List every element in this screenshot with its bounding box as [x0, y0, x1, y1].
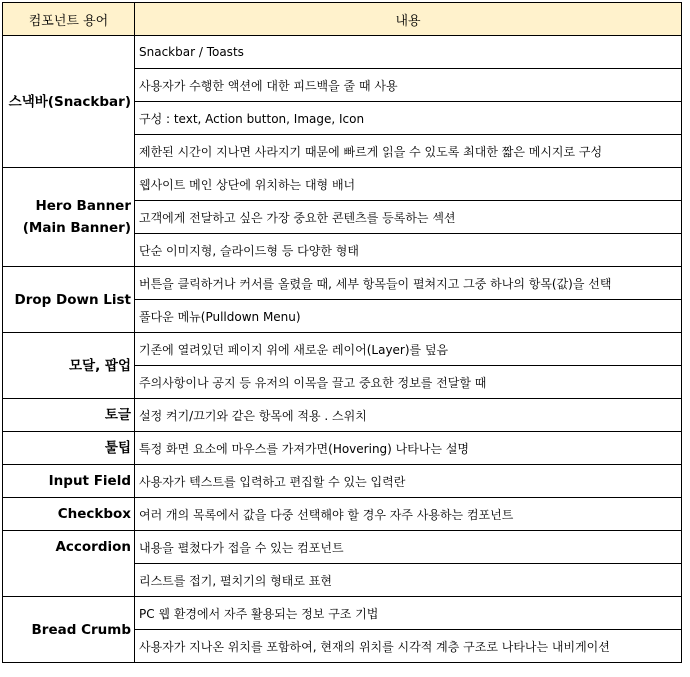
term-label: 토글: [104, 407, 131, 423]
term-label: Accordion: [55, 539, 131, 555]
term-cell: [3, 597, 135, 663]
term-cell: [3, 498, 135, 531]
description-cell: 여러 개의 목록에서 값을 다중 선택해야 할 경우 자주 사용하는 컴포넌트: [135, 498, 682, 531]
table-row: [3, 465, 682, 498]
header-content: 내용: [135, 3, 682, 36]
table-row: [3, 399, 682, 432]
description-cell: 구성 : text, Action button, Image, Icon: [135, 102, 682, 135]
description-cell: Snackbar / Toasts: [135, 36, 682, 69]
description-cell: 사용자가 지나온 위치를 포함하여, 현재의 위치를 시각적 계층 구조로 나타나는 내비게이션: [135, 630, 682, 663]
header-term: 컴포넌트 용어: [3, 3, 135, 36]
table-row: [3, 267, 682, 300]
term-label: Bread Crumb: [31, 621, 131, 638]
description-cell: 제한된 시간이 지나면 사라지기 때문에 빠르게 읽을 수 있도록 최대한 짧은 메시지로 구성: [135, 135, 682, 168]
description-cell: 단순 이미지형, 슬라이드형 등 다양한 형태: [135, 234, 682, 267]
table-body: [3, 36, 682, 663]
term-label: 툴팁: [104, 440, 131, 456]
term-label: (Main Banner): [22, 220, 131, 236]
term-label: Hero Banner: [35, 198, 131, 214]
term-cell: [3, 465, 135, 498]
table-row: [3, 432, 682, 465]
term-label: Drop Down List: [14, 291, 131, 308]
term-cell: [3, 531, 135, 597]
description-cell: 기존에 열려있던 페이지 위에 새로운 레이어(Layer)를 덮음: [135, 333, 682, 366]
description-cell: 주의사항이나 공지 등 유저의 이목을 끌고 중요한 정보를 전달할 때: [135, 366, 682, 399]
term-cell: [3, 36, 135, 168]
description-cell: 웹사이트 메인 상단에 위치하는 대형 배너: [135, 168, 682, 201]
table-row: [3, 333, 682, 366]
term-label: Checkbox: [57, 506, 131, 522]
description-cell: 사용자가 텍스트를 입력하고 편집할 수 있는 입력란: [135, 465, 682, 498]
table-row: [3, 531, 682, 564]
description-cell: 고객에게 전달하고 싶은 가장 중요한 콘텐츠를 등록하는 섹션: [135, 201, 682, 234]
header-row: [3, 3, 682, 36]
table-row: [3, 36, 682, 69]
term-label: 모달, 팝업: [69, 357, 131, 374]
description-cell: 내용을 펼쳤다가 접을 수 있는 컴포넌트: [135, 531, 682, 564]
description-cell: 특정 화면 요소에 마우스를 가져가면(Hovering) 나타나는 설명: [135, 432, 682, 465]
term-label: Input Field: [48, 473, 131, 489]
table-row: [3, 168, 682, 201]
description-cell: 리스트를 접기, 펼치기의 형태로 표현: [135, 564, 682, 597]
table-row: [3, 498, 682, 531]
description-cell: 버튼을 클릭하거나 커서를 올렸을 때, 세부 항목들이 펼쳐지고 그중 하나의 항목(값)을 선택: [135, 267, 682, 300]
term-cell: [3, 267, 135, 333]
description-cell: 풀다운 메뉴(Pulldown Menu): [135, 300, 682, 333]
term-cell: [3, 399, 135, 432]
term-label: 스낵바(Snackbar): [8, 93, 131, 110]
term-cell: [3, 168, 135, 267]
description-cell: PC 웹 환경에서 자주 활용되는 정보 구조 기법: [135, 597, 682, 630]
term-cell: [3, 333, 135, 399]
term-cell: [3, 432, 135, 465]
table-row: [3, 597, 682, 630]
component-terms-table: [2, 2, 682, 663]
description-cell: 사용자가 수행한 액션에 대한 피드백을 줄 때 사용: [135, 69, 682, 102]
description-cell: 설정 켜기/끄기와 같은 항목에 적용 . 스위치: [135, 399, 682, 432]
